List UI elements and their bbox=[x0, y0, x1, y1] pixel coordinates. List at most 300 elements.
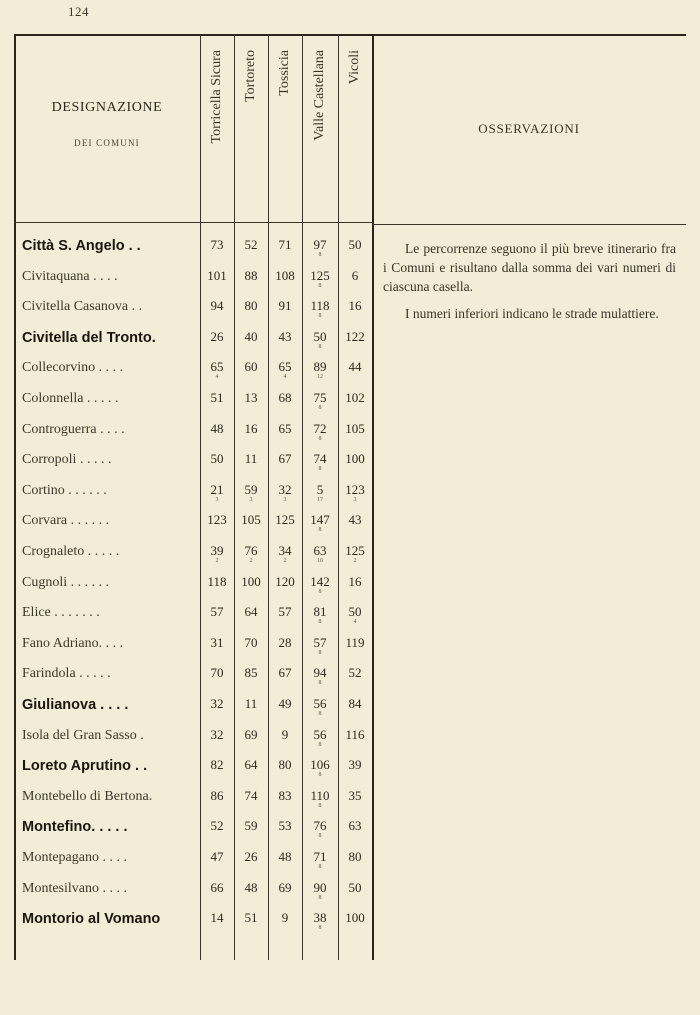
distance-value: 21 bbox=[210, 481, 224, 497]
distance-cell bbox=[268, 911, 302, 925]
distance-cell bbox=[338, 299, 372, 313]
table-row bbox=[0, 728, 372, 759]
mule-track-value: 8 bbox=[318, 864, 322, 870]
distance-cell bbox=[234, 452, 268, 466]
distance-cell bbox=[234, 299, 268, 313]
table-row bbox=[0, 391, 372, 422]
table-row bbox=[0, 299, 372, 330]
comune-name: Giulianova . . . . bbox=[22, 697, 129, 713]
distance-value: 31 bbox=[210, 634, 224, 650]
distance-cell bbox=[234, 269, 268, 283]
mule-track-value: 8 bbox=[318, 894, 322, 901]
distance-value: 76 bbox=[313, 818, 327, 834]
distance-cell bbox=[200, 789, 234, 803]
mule-track-value: 8 bbox=[318, 649, 322, 656]
distance-cell bbox=[338, 789, 372, 803]
distance-cell bbox=[268, 269, 302, 283]
mule-track-value: 2 bbox=[249, 558, 253, 564]
distance-value: 123 bbox=[207, 512, 227, 528]
distance-value: 83 bbox=[278, 787, 292, 803]
distance-cell bbox=[338, 238, 372, 252]
table-row bbox=[0, 238, 372, 269]
distance-value: 71 bbox=[278, 237, 292, 252]
mule-track-value: 12 bbox=[317, 374, 323, 381]
distance-cell bbox=[338, 819, 372, 833]
distance-cell bbox=[200, 513, 234, 527]
comune-name: Città S. Angelo . . bbox=[22, 238, 141, 254]
distance-value: 16 bbox=[348, 573, 362, 589]
distance-cell bbox=[234, 758, 268, 772]
distance-value: 80 bbox=[244, 298, 258, 314]
distance-value: 35 bbox=[348, 787, 362, 803]
mule-track-value: 4 bbox=[215, 374, 219, 381]
table-row bbox=[0, 605, 372, 636]
comune-name: Montepagano . . . . bbox=[22, 850, 127, 865]
mule-track-value: 8 bbox=[318, 343, 322, 350]
distance-value: 34 bbox=[278, 543, 292, 558]
table-row bbox=[0, 636, 372, 667]
distance-cell bbox=[200, 330, 234, 344]
distance-value: 125 bbox=[275, 512, 295, 528]
distance-cell bbox=[303, 605, 337, 625]
distance-value: 67 bbox=[278, 665, 292, 681]
observations-title: OSSERVAZIONI bbox=[478, 121, 580, 136]
distance-value: 97 bbox=[313, 237, 327, 252]
distance-cell bbox=[338, 513, 372, 527]
distance-cell bbox=[268, 575, 302, 589]
distance-cell bbox=[234, 636, 268, 650]
distance-cell bbox=[200, 483, 234, 503]
distance-cell bbox=[303, 483, 337, 503]
comune-name: Fano Adriano. . . . bbox=[22, 635, 124, 651]
distance-cell bbox=[268, 850, 302, 864]
comune-name: Civitaquana . . . . bbox=[22, 268, 118, 284]
mule-track-value: 8 bbox=[318, 711, 322, 717]
comune-name: Colonnella . . . . . bbox=[22, 391, 119, 406]
distance-value: 59 bbox=[244, 481, 258, 497]
distance-value: 40 bbox=[244, 328, 258, 344]
distance-cell bbox=[268, 758, 302, 772]
distance-cell bbox=[234, 789, 268, 803]
table-row bbox=[0, 789, 372, 820]
distance-value: 118 bbox=[310, 298, 330, 314]
distance-cell bbox=[338, 360, 372, 374]
table-row bbox=[0, 360, 372, 391]
distance-cell bbox=[268, 422, 302, 436]
distance-value: 100 bbox=[345, 451, 365, 467]
observation-paragraph: I numeri inferiori indicano le strade mulattiere. bbox=[405, 306, 659, 321]
distance-cell bbox=[268, 881, 302, 895]
distance-cell bbox=[303, 360, 337, 380]
distance-value: 50 bbox=[348, 604, 362, 620]
distance-cell bbox=[303, 850, 337, 870]
distance-cell bbox=[234, 575, 268, 589]
distance-value: 70 bbox=[244, 634, 258, 650]
distance-value: 50 bbox=[348, 237, 362, 252]
mule-track-value: 8 bbox=[318, 772, 322, 779]
column-header-vicoli: Vicoli bbox=[347, 50, 362, 85]
distance-value: 108 bbox=[275, 267, 295, 283]
distance-cell bbox=[234, 819, 268, 833]
comune-name: Crognaleto . . . . . bbox=[22, 544, 120, 559]
distance-value: 69 bbox=[278, 879, 292, 895]
distance-value: 67 bbox=[278, 451, 292, 467]
distance-value: 51 bbox=[210, 390, 224, 405]
comune-name: Corropoli . . . . . bbox=[22, 452, 112, 468]
distance-value: 9 bbox=[281, 910, 289, 926]
observation-paragraph: Le percorrenze seguono il più breve itinerario fra i Comuni e risultano dalla somma dei vari numeri di ciascuna casella. bbox=[383, 241, 676, 294]
distance-cell bbox=[234, 513, 268, 527]
distance-value: 73 bbox=[210, 237, 224, 252]
table-row bbox=[0, 422, 372, 453]
distance-value: 14 bbox=[210, 910, 224, 926]
distance-value: 64 bbox=[244, 604, 258, 620]
comune-name: Montorio al Vomano bbox=[22, 911, 161, 928]
mule-track-value: 2 bbox=[283, 558, 287, 564]
distance-value: 69 bbox=[244, 726, 258, 742]
table-row bbox=[0, 330, 372, 361]
distance-cell bbox=[303, 636, 337, 656]
distance-cell bbox=[268, 391, 302, 405]
header-rule-observations bbox=[372, 224, 686, 225]
distance-value: 74 bbox=[313, 451, 327, 467]
distance-cell bbox=[200, 819, 234, 833]
distance-value: 125 bbox=[310, 267, 330, 283]
distance-value: 116 bbox=[345, 726, 365, 742]
table-row bbox=[0, 697, 372, 728]
mule-track-value: 8 bbox=[318, 527, 322, 534]
distance-value: 75 bbox=[313, 390, 327, 405]
comune-name: Civitella del Tronto. bbox=[22, 329, 156, 346]
comune-name: Elice . . . . . . . bbox=[22, 605, 100, 621]
mule-track-value: 17 bbox=[317, 496, 323, 503]
mule-track-value: 4 bbox=[353, 619, 357, 626]
comune-name: Montesilvano . . . . bbox=[22, 880, 127, 896]
distance-cell bbox=[338, 452, 372, 466]
distance-value: 63 bbox=[313, 543, 327, 558]
distance-value: 125 bbox=[345, 543, 365, 558]
table-row bbox=[0, 575, 372, 606]
distance-cell bbox=[200, 452, 234, 466]
distance-cell bbox=[268, 636, 302, 650]
distance-value: 48 bbox=[278, 849, 292, 864]
distance-cell bbox=[303, 544, 337, 564]
mule-track-value: 8 bbox=[318, 802, 322, 809]
designation-subtitle: DEI COMUNI bbox=[74, 138, 140, 148]
distance-cell bbox=[303, 452, 337, 472]
distance-value: 105 bbox=[241, 512, 261, 528]
distance-cell bbox=[338, 728, 372, 742]
distance-value: 32 bbox=[210, 696, 224, 711]
distance-value: 13 bbox=[244, 390, 258, 405]
distance-cell bbox=[303, 758, 337, 778]
distance-cell bbox=[338, 881, 372, 895]
distance-cell bbox=[338, 636, 372, 650]
distance-value: 66 bbox=[210, 879, 224, 895]
distance-value: 56 bbox=[313, 696, 327, 711]
distance-value: 65 bbox=[210, 359, 224, 375]
distance-value: 70 bbox=[210, 665, 224, 681]
distance-cell bbox=[268, 819, 302, 833]
distance-value: 100 bbox=[345, 910, 365, 926]
distance-value: 84 bbox=[348, 696, 362, 711]
distance-cell bbox=[303, 819, 337, 839]
mule-track-value: 2 bbox=[353, 558, 357, 564]
distance-cell bbox=[268, 360, 302, 380]
distance-value: 76 bbox=[244, 543, 258, 558]
distance-value: 123 bbox=[345, 481, 365, 497]
distance-cell bbox=[303, 238, 337, 258]
distance-cell bbox=[268, 483, 302, 503]
top-rule bbox=[14, 34, 686, 36]
table-row bbox=[0, 544, 372, 575]
table-row bbox=[0, 819, 372, 850]
distance-value: 48 bbox=[244, 879, 258, 895]
distance-value: 80 bbox=[348, 849, 362, 864]
comune-name: Cortino . . . . . . bbox=[22, 482, 107, 498]
distance-cell bbox=[338, 758, 372, 772]
comune-name: Farindola . . . . . bbox=[22, 666, 111, 682]
distance-value: 44 bbox=[348, 359, 362, 375]
comune-name: Corvara . . . . . . bbox=[22, 513, 110, 529]
distance-cell bbox=[234, 391, 268, 405]
distance-cell bbox=[303, 575, 337, 595]
header-rule-numbers bbox=[200, 222, 372, 223]
observations-text bbox=[383, 239, 676, 331]
column-header-tossicia: Tossicia bbox=[277, 50, 292, 96]
distance-value: 90 bbox=[313, 879, 327, 895]
distance-cell bbox=[200, 422, 234, 436]
mule-track-value: 8 bbox=[318, 833, 322, 840]
distance-cell bbox=[338, 330, 372, 344]
distance-value: 11 bbox=[244, 696, 258, 711]
distance-cell bbox=[200, 605, 234, 619]
distance-value: 11 bbox=[244, 451, 258, 467]
distance-value: 26 bbox=[244, 849, 258, 864]
distance-cell bbox=[200, 697, 234, 711]
distance-value: 50 bbox=[313, 328, 327, 344]
distance-value: 82 bbox=[210, 757, 224, 773]
distance-cell bbox=[234, 422, 268, 436]
mule-track-value: 8 bbox=[318, 435, 322, 442]
comune-name: Isola del Gran Sasso . bbox=[22, 727, 144, 743]
comune-name: Cugnoli . . . . . . bbox=[22, 574, 110, 590]
distance-value: 38 bbox=[313, 910, 327, 926]
distance-cell bbox=[234, 330, 268, 344]
distance-value: 85 bbox=[244, 665, 258, 681]
distance-value: 47 bbox=[210, 849, 224, 864]
distance-value: 50 bbox=[210, 451, 224, 467]
distance-value: 28 bbox=[278, 634, 292, 650]
distance-value: 68 bbox=[278, 390, 292, 405]
distance-value: 51 bbox=[244, 910, 258, 926]
distance-value: 80 bbox=[278, 757, 292, 773]
distance-value: 65 bbox=[278, 420, 292, 436]
designation-title: DESIGNAZIONE bbox=[51, 100, 163, 115]
distance-cell bbox=[200, 911, 234, 925]
distance-cell bbox=[200, 391, 234, 405]
table-row bbox=[0, 513, 372, 544]
mule-track-value: 8 bbox=[318, 741, 322, 748]
mule-track-value: 4 bbox=[283, 374, 287, 381]
distance-cell bbox=[303, 330, 337, 350]
distance-cell bbox=[268, 452, 302, 466]
distance-cell bbox=[303, 422, 337, 442]
comune-name: Loreto Aprutino . . bbox=[22, 758, 148, 775]
distance-value: 50 bbox=[348, 879, 362, 895]
distance-value: 81 bbox=[313, 604, 327, 620]
distance-value: 88 bbox=[244, 267, 258, 283]
distance-cell bbox=[268, 238, 302, 252]
distance-cell bbox=[338, 697, 372, 711]
mule-track-value: 8 bbox=[318, 680, 322, 687]
distance-value: 74 bbox=[244, 787, 258, 803]
header-rule-left bbox=[14, 222, 200, 223]
mule-track-value: 8 bbox=[318, 282, 322, 289]
distance-cell bbox=[234, 360, 268, 374]
distance-cell bbox=[200, 881, 234, 895]
distance-value: 120 bbox=[275, 573, 295, 589]
distance-value: 122 bbox=[345, 328, 365, 344]
distance-cell bbox=[338, 269, 372, 283]
distance-value: 105 bbox=[345, 420, 365, 436]
distance-cell bbox=[200, 360, 234, 380]
comune-name: Controguerra . . . . bbox=[22, 421, 125, 437]
distance-cell bbox=[200, 850, 234, 864]
distance-value: 57 bbox=[210, 604, 224, 620]
distance-value: 5 bbox=[316, 481, 324, 497]
distance-value: 26 bbox=[210, 328, 224, 344]
distance-cell bbox=[303, 666, 337, 686]
distance-value: 89 bbox=[313, 359, 327, 375]
column-header-valle-castellana: Valle Castellana bbox=[312, 50, 327, 141]
mule-track-value: 8 bbox=[318, 588, 322, 595]
table-row bbox=[0, 850, 372, 881]
distance-cell bbox=[200, 238, 234, 252]
distance-value: 65 bbox=[278, 359, 292, 375]
distance-cell bbox=[268, 605, 302, 619]
distance-value: 106 bbox=[310, 757, 330, 773]
distance-value: 86 bbox=[210, 787, 224, 803]
table-row bbox=[0, 758, 372, 789]
distance-cell bbox=[268, 544, 302, 564]
distance-value: 60 bbox=[244, 359, 258, 375]
distance-value: 94 bbox=[313, 665, 327, 681]
mule-track-value: 8 bbox=[318, 619, 322, 626]
distance-cell bbox=[303, 269, 337, 289]
table-row bbox=[0, 881, 372, 912]
distance-cell bbox=[200, 299, 234, 313]
table-row bbox=[0, 483, 372, 514]
distance-value: 59 bbox=[244, 818, 258, 834]
mule-track-value: 3 bbox=[283, 496, 287, 503]
distance-value: 56 bbox=[313, 726, 327, 742]
distance-value: 9 bbox=[281, 726, 289, 742]
distance-cell bbox=[303, 299, 337, 319]
observations-divider bbox=[372, 34, 374, 960]
distance-value: 39 bbox=[348, 757, 362, 773]
distance-cell bbox=[338, 911, 372, 925]
comune-name: Civitella Casanova . . bbox=[22, 299, 143, 315]
distance-cell bbox=[200, 758, 234, 772]
distance-cell bbox=[303, 513, 337, 533]
distance-cell bbox=[303, 697, 337, 717]
distance-value: 32 bbox=[278, 481, 292, 497]
column-header-torricella: Torricella Sicura bbox=[209, 50, 224, 144]
distance-value: 110 bbox=[310, 787, 330, 803]
distance-value: 53 bbox=[278, 818, 292, 834]
distance-cell bbox=[338, 605, 372, 625]
mule-track-value: 8 bbox=[318, 925, 322, 932]
distance-cell bbox=[200, 269, 234, 283]
table-row bbox=[0, 666, 372, 697]
comune-name: Montebello di Bertona. bbox=[22, 788, 153, 804]
comune-name: Montefino. . . . . bbox=[22, 819, 128, 836]
distance-cell bbox=[234, 666, 268, 680]
distance-cell bbox=[234, 605, 268, 619]
distance-cell bbox=[303, 728, 337, 748]
distance-cell bbox=[234, 881, 268, 895]
distance-cell bbox=[268, 697, 302, 711]
distance-cell bbox=[338, 544, 372, 564]
table-row bbox=[0, 269, 372, 300]
distance-value: 101 bbox=[207, 267, 227, 283]
distance-value: 64 bbox=[244, 757, 258, 773]
distance-cell bbox=[234, 911, 268, 925]
distance-cell bbox=[338, 666, 372, 680]
comune-name: Collecorvino . . . . bbox=[22, 360, 124, 376]
distance-cell bbox=[234, 483, 268, 503]
distance-value: 6 bbox=[351, 267, 359, 283]
distance-cell bbox=[268, 666, 302, 680]
distance-value: 102 bbox=[345, 390, 365, 405]
distance-cell bbox=[303, 881, 337, 901]
distance-cell bbox=[303, 391, 337, 411]
distance-cell bbox=[268, 330, 302, 344]
distance-value: 43 bbox=[278, 328, 292, 344]
distance-cell bbox=[338, 422, 372, 436]
distance-value: 39 bbox=[210, 543, 224, 558]
distance-value: 91 bbox=[278, 298, 292, 314]
distance-value: 119 bbox=[345, 634, 365, 650]
table-row bbox=[0, 911, 372, 942]
distance-value: 48 bbox=[210, 420, 224, 436]
distance-value: 63 bbox=[348, 818, 362, 834]
distance-value: 16 bbox=[348, 298, 362, 314]
distance-cell bbox=[268, 789, 302, 803]
distance-value: 57 bbox=[313, 634, 327, 650]
distance-cell bbox=[338, 850, 372, 864]
mule-track-value: 10 bbox=[317, 558, 323, 564]
distance-cell bbox=[338, 483, 372, 503]
distance-value: 100 bbox=[241, 573, 261, 589]
page-number: 124 bbox=[68, 4, 89, 19]
distance-cell bbox=[234, 544, 268, 564]
distance-value: 32 bbox=[210, 726, 224, 742]
distance-cell bbox=[234, 697, 268, 711]
distance-value: 72 bbox=[313, 420, 327, 436]
table-row bbox=[0, 452, 372, 483]
distance-cell bbox=[338, 391, 372, 405]
distance-cell bbox=[200, 544, 234, 564]
distance-cell bbox=[234, 728, 268, 742]
distance-value: 57 bbox=[278, 604, 292, 620]
distance-value: 16 bbox=[244, 420, 258, 436]
mule-track-value: 8 bbox=[318, 313, 322, 320]
distance-cell bbox=[303, 911, 337, 931]
mule-track-value: 8 bbox=[318, 466, 322, 473]
distance-cell bbox=[303, 789, 337, 809]
